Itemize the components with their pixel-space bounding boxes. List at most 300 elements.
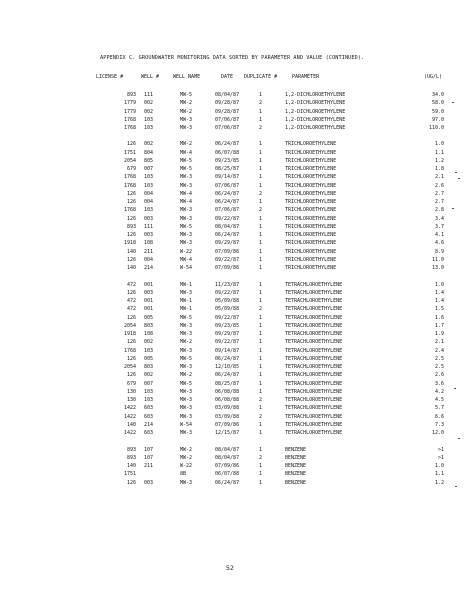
- parameter-group: [0, 447, 464, 488]
- cell-duplicate: 1: [259, 339, 263, 346]
- cell-date: 06/07/88: [215, 149, 240, 156]
- cell-well: 103: [144, 347, 154, 354]
- cell-well-name: MW-1: [180, 306, 193, 313]
- cell-well: 103: [144, 125, 154, 131]
- cell-well-name: MW-4: [180, 199, 193, 206]
- cell-duplicate: 1: [259, 471, 263, 478]
- cell-well: 003: [144, 479, 154, 486]
- table-row: [0, 405, 464, 413]
- cell-well-name: MW-5: [180, 157, 193, 164]
- cell-well: 103: [144, 388, 154, 395]
- cell-date: 08/04/87: [215, 223, 240, 230]
- cell-well-name: MW-3: [180, 215, 193, 222]
- cell-value: 2.7: [434, 199, 444, 206]
- cell-parameter: TETRACHLOROETHYLENE: [285, 380, 343, 387]
- cell-well-name: MW-2: [180, 446, 193, 453]
- cell-well-name: MW-3: [180, 232, 193, 239]
- cell-value: 1.2: [434, 479, 444, 486]
- table-row: [0, 389, 464, 397]
- cell-date: 07/09/86: [215, 248, 240, 255]
- cell-duplicate: 1: [259, 463, 263, 470]
- table-row: [0, 216, 464, 224]
- cell-well-name: W-22: [180, 463, 193, 470]
- cell-license: 893: [126, 446, 136, 453]
- cell-date: 09/14/87: [215, 347, 240, 354]
- cell-parameter: TETRACHLOROETHYLENE: [285, 347, 343, 354]
- cell-well: 803: [144, 364, 154, 371]
- cell-date: 06/07/88: [215, 471, 240, 478]
- cell-value: 1.0: [434, 281, 444, 288]
- cell-value: 7.3: [434, 421, 444, 428]
- cell-value: 12.0: [431, 430, 444, 437]
- table-row: [0, 364, 464, 372]
- cell-well-name: MW-3: [180, 289, 193, 296]
- cell-well: 004: [144, 256, 154, 263]
- cell-license: 126: [126, 339, 136, 346]
- cell-duplicate: 1: [259, 372, 263, 379]
- cell-license: 126: [126, 479, 136, 486]
- table-row: [0, 331, 464, 339]
- cell-license: 1768: [123, 182, 136, 189]
- cell-value: 8.9: [434, 248, 444, 255]
- cell-well-name: 8B: [180, 471, 187, 478]
- parameter-group: [0, 282, 464, 439]
- cell-well: 002: [144, 141, 154, 148]
- cell-duplicate: 2: [259, 190, 263, 197]
- cell-well: 603: [144, 413, 154, 420]
- cell-well: 103: [144, 207, 154, 214]
- scan-speck: [458, 178, 460, 179]
- cell-parameter: TRICHLOROETHYLENE: [285, 166, 337, 173]
- cell-license: 1751: [123, 471, 136, 478]
- cell-license: 1768: [123, 174, 136, 181]
- cell-parameter: TRICHLOROETHYLENE: [285, 223, 337, 230]
- table-row: [0, 348, 464, 356]
- cell-duplicate: 1: [259, 322, 263, 329]
- cell-well-name: MW-5: [180, 166, 193, 173]
- cell-value: 1.0: [434, 141, 444, 148]
- cell-parameter: TETRACHLOROETHYLENE: [285, 421, 343, 428]
- cell-duplicate: 2: [259, 100, 263, 107]
- cell-duplicate: 1: [259, 92, 263, 98]
- table-row: [0, 92, 464, 100]
- cell-value: 1.1: [434, 471, 444, 478]
- cell-well: 007: [144, 380, 154, 387]
- cell-license: 1918: [123, 331, 136, 338]
- page-number: 52: [226, 564, 234, 572]
- cell-date: 06/24/87: [215, 190, 240, 197]
- cell-date: 09/14/87: [215, 174, 240, 181]
- cell-license: 140: [126, 463, 136, 470]
- cell-parameter: TRICHLOROETHYLENE: [285, 141, 337, 148]
- cell-well: 108: [144, 240, 154, 247]
- cell-license: 1768: [123, 207, 136, 214]
- cell-well: 103: [144, 116, 154, 123]
- cell-duplicate: 1: [259, 405, 263, 412]
- cell-well-name: MW-5: [180, 355, 193, 362]
- cell-parameter: TETRACHLOROETHYLENE: [285, 430, 343, 437]
- cell-date: 06/08/88: [215, 388, 240, 395]
- cell-well: 803: [144, 322, 154, 329]
- cell-license: 126: [126, 141, 136, 148]
- cell-value: 2.1: [434, 339, 444, 346]
- cell-parameter: TETRACHLOROETHYLENE: [285, 388, 343, 395]
- cell-parameter: TETRACHLOROETHYLENE: [285, 372, 343, 379]
- cell-duplicate: 1: [259, 281, 263, 288]
- cell-value: 2.5: [434, 355, 444, 362]
- table-row: [0, 240, 464, 248]
- cell-well: 805: [144, 157, 154, 164]
- cell-value: 2.7: [434, 190, 444, 197]
- table-row: [0, 447, 464, 455]
- cell-duplicate: 1: [259, 248, 263, 255]
- cell-well: 107: [144, 446, 154, 453]
- cell-well-name: MW-2: [180, 454, 193, 461]
- cell-license: 126: [126, 199, 136, 206]
- cell-license: 1422: [123, 430, 136, 437]
- cell-well-name: MW-5: [180, 314, 193, 321]
- cell-license: 126: [126, 289, 136, 296]
- cell-parameter: TETRACHLOROETHYLENE: [285, 413, 343, 420]
- table-row: [0, 430, 464, 438]
- cell-duplicate: 1: [259, 174, 263, 181]
- cell-well: 603: [144, 405, 154, 412]
- cell-value: 1.5: [434, 306, 444, 313]
- cell-well: 007: [144, 166, 154, 173]
- cell-well: 111: [144, 223, 154, 230]
- cell-license: 893: [126, 454, 136, 461]
- cell-well-name: MW-2: [180, 372, 193, 379]
- cell-license: 2054: [123, 364, 136, 371]
- cell-license: 1422: [123, 413, 136, 420]
- cell-parameter: TRICHLOROETHYLENE: [285, 190, 337, 197]
- cell-value: 1.8: [434, 166, 444, 173]
- cell-date: 08/25/87: [215, 166, 240, 173]
- cell-well-name: MW-4: [180, 256, 193, 263]
- cell-parameter: 1,2-DICHLOROETHYLENE: [285, 92, 346, 98]
- cell-date: 07/09/86: [215, 463, 240, 470]
- cell-parameter: TETRACHLOROETHYLENE: [285, 339, 343, 346]
- table-row: [0, 249, 464, 257]
- cell-parameter: TRICHLOROETHYLENE: [285, 232, 337, 239]
- cell-parameter: BENZENE: [285, 446, 307, 453]
- header-well-name: WELL NAME: [173, 74, 201, 80]
- cell-well-name: MW-3: [180, 331, 193, 338]
- cell-well-name: MW-3: [180, 182, 193, 189]
- cell-duplicate: 1: [259, 380, 263, 387]
- cell-parameter: TETRACHLOROETHYLENE: [285, 331, 343, 338]
- cell-duplicate: 1: [259, 141, 263, 148]
- table-row: [0, 339, 464, 347]
- table-row: [0, 455, 464, 463]
- cell-parameter: TRICHLOROETHYLENE: [285, 248, 337, 255]
- cell-duplicate: 1: [259, 430, 263, 437]
- cell-well: 002: [144, 372, 154, 379]
- cell-duplicate: 1: [259, 421, 263, 428]
- cell-well-name: MW-3: [180, 174, 193, 181]
- cell-value: 58.0: [431, 100, 444, 107]
- scan-speck: [452, 102, 454, 103]
- cell-parameter: 1,2-DICHLOROETHYLENE: [285, 125, 346, 131]
- table-row: [0, 463, 464, 471]
- cell-duplicate: 1: [259, 116, 263, 123]
- cell-date: 09/28/87: [215, 108, 240, 115]
- table-row: [0, 298, 464, 306]
- cell-well: 004: [144, 199, 154, 206]
- cell-license: 1768: [123, 347, 136, 354]
- cell-date: 06/24/87: [215, 355, 240, 362]
- cell-value: 1.4: [434, 289, 444, 296]
- cell-date: 09/29/87: [215, 331, 240, 338]
- cell-parameter: BENZENE: [285, 479, 307, 486]
- cell-well-name: W-22: [180, 248, 193, 255]
- cell-duplicate: 1: [259, 108, 263, 115]
- cell-duplicate: 2: [259, 413, 263, 420]
- cell-date: 09/23/85: [215, 322, 240, 329]
- cell-value: 1.4: [434, 298, 444, 305]
- cell-duplicate: 1: [259, 166, 263, 173]
- cell-well-name: MW-2: [180, 339, 193, 346]
- cell-value: 4.6: [434, 240, 444, 247]
- table-row: [0, 150, 464, 158]
- table-row: [0, 191, 464, 199]
- cell-well-name: MW-3: [180, 364, 193, 371]
- cell-date: 06/24/87: [215, 199, 240, 206]
- cell-parameter: TRICHLOROETHYLENE: [285, 256, 337, 263]
- cell-value: 4.2: [434, 388, 444, 395]
- cell-license: 1768: [123, 116, 136, 123]
- cell-well: 108: [144, 331, 154, 338]
- cell-date: 05/09/88: [215, 298, 240, 305]
- cell-parameter: TETRACHLOROETHYLENE: [285, 281, 343, 288]
- cell-parameter: TETRACHLOROETHYLENE: [285, 322, 343, 329]
- cell-value: 1.7: [434, 322, 444, 329]
- cell-parameter: BENZENE: [285, 454, 307, 461]
- cell-duplicate: 1: [259, 223, 263, 230]
- monitoring-data-table: [0, 92, 464, 496]
- cell-parameter: 1,2-DICHLOROETHYLENE: [285, 116, 346, 123]
- cell-well: 211: [144, 463, 154, 470]
- cell-parameter: TETRACHLOROETHYLENE: [285, 355, 343, 362]
- cell-well-name: MW-3: [180, 322, 193, 329]
- cell-well: 103: [144, 182, 154, 189]
- cell-date: 06/24/87: [215, 479, 240, 486]
- header-units: (UG/L): [424, 74, 443, 80]
- cell-duplicate: 1: [259, 240, 263, 247]
- cell-date: 07/06/87: [215, 116, 240, 123]
- cell-duplicate: 1: [259, 182, 263, 189]
- table-row: [0, 257, 464, 265]
- table-row: [0, 183, 464, 191]
- cell-well: 111: [144, 92, 154, 98]
- cell-value: 1.1: [434, 149, 444, 156]
- cell-value: 1.6: [434, 314, 444, 321]
- cell-date: 05/09/88: [215, 306, 240, 313]
- table-row: [0, 471, 464, 479]
- cell-duplicate: 1: [259, 364, 263, 371]
- cell-license: 1768: [123, 125, 136, 131]
- cell-license: 472: [126, 281, 136, 288]
- cell-license: 1918: [123, 240, 136, 247]
- cell-parameter: TETRACHLOROETHYLENE: [285, 405, 343, 412]
- cell-parameter: TETRACHLOROETHYLENE: [285, 306, 343, 313]
- cell-duplicate: 1: [259, 215, 263, 222]
- cell-value: 4.5: [434, 397, 444, 404]
- cell-date: 07/09/86: [215, 265, 240, 272]
- cell-value: 3.6: [434, 380, 444, 387]
- cell-well-name: MW-3: [180, 240, 193, 247]
- table-row: [0, 199, 464, 207]
- cell-value: >1: [437, 446, 444, 453]
- cell-license: 679: [126, 166, 136, 173]
- cell-license: 126: [126, 256, 136, 263]
- cell-date: 06/08/88: [215, 397, 240, 404]
- cell-parameter: TRICHLOROETHYLENE: [285, 182, 337, 189]
- cell-well-name: MW-2: [180, 141, 193, 148]
- cell-well: 214: [144, 421, 154, 428]
- header-date: DATE: [221, 74, 234, 80]
- cell-well-name: MW-3: [180, 413, 193, 420]
- cell-duplicate: 1: [259, 199, 263, 206]
- scan-speck: [454, 388, 456, 389]
- table-row: [0, 158, 464, 166]
- cell-well-name: MW-4: [180, 190, 193, 197]
- cell-parameter: BENZENE: [285, 471, 307, 478]
- table-row: [0, 232, 464, 240]
- cell-well-name: W-54: [180, 421, 193, 428]
- cell-date: 08/25/87: [215, 380, 240, 387]
- table-row: [0, 282, 464, 290]
- cell-date: 07/06/87: [215, 207, 240, 214]
- cell-well-name: MW-5: [180, 223, 193, 230]
- cell-duplicate: 1: [259, 347, 263, 354]
- cell-license: 130: [126, 388, 136, 395]
- cell-parameter: 1,2-DICHLOROETHYLENE: [285, 108, 346, 115]
- table-row: [0, 306, 464, 314]
- cell-license: 893: [126, 223, 136, 230]
- cell-well: 002: [144, 100, 154, 107]
- cell-date: 12/10/85: [215, 364, 240, 371]
- cell-date: 08/04/87: [215, 446, 240, 453]
- cell-date: 06/24/87: [215, 232, 240, 239]
- cell-well: 005: [144, 355, 154, 362]
- scan-speck: [458, 438, 460, 439]
- cell-license: 126: [126, 190, 136, 197]
- cell-duplicate: 1: [259, 232, 263, 239]
- cell-well-name: W-54: [180, 265, 193, 272]
- cell-license: 140: [126, 421, 136, 428]
- header-license: LICENSE #: [96, 74, 124, 80]
- scan-speck: [455, 172, 457, 173]
- cell-value: 3.4: [434, 215, 444, 222]
- cell-well-name: MW-3: [180, 479, 193, 486]
- cell-well-name: MW-3: [180, 207, 193, 214]
- cell-duplicate: 1: [259, 256, 263, 263]
- table-row: [0, 265, 464, 273]
- cell-license: 126: [126, 232, 136, 239]
- cell-date: 06/24/87: [215, 141, 240, 148]
- cell-duplicate: 2: [259, 454, 263, 461]
- cell-value: 1.2: [434, 157, 444, 164]
- table-row: [0, 397, 464, 405]
- cell-parameter: TRICHLOROETHYLENE: [285, 149, 337, 156]
- cell-well: 103: [144, 174, 154, 181]
- cell-date: 09/28/87: [215, 100, 240, 107]
- cell-license: 679: [126, 380, 136, 387]
- cell-date: 09/29/87: [215, 240, 240, 247]
- cell-duplicate: 2: [259, 125, 263, 131]
- table-row: [0, 323, 464, 331]
- cell-date: 12/15/87: [215, 430, 240, 437]
- cell-date: 11/23/87: [215, 281, 240, 288]
- cell-value: 2.4: [434, 347, 444, 354]
- cell-value: 2.5: [434, 364, 444, 371]
- cell-license: 140: [126, 248, 136, 255]
- scan-speck: [452, 208, 454, 209]
- cell-parameter: TRICHLOROETHYLENE: [285, 215, 337, 222]
- cell-parameter: BENZENE: [285, 463, 307, 470]
- cell-license: 126: [126, 215, 136, 222]
- cell-duplicate: 2: [259, 397, 263, 404]
- cell-license: 893: [126, 92, 136, 98]
- cell-well-name: MW-5: [180, 92, 193, 98]
- cell-date: 07/06/87: [215, 182, 240, 189]
- cell-date: 09/22/87: [215, 339, 240, 346]
- cell-duplicate: 2: [259, 306, 263, 313]
- table-row: [0, 207, 464, 215]
- table-row: [0, 414, 464, 422]
- cell-duplicate: 1: [259, 314, 263, 321]
- cell-parameter: TRICHLOROETHYLENE: [285, 207, 337, 214]
- cell-license: 126: [126, 372, 136, 379]
- cell-parameter: TRICHLOROETHYLENE: [285, 265, 337, 272]
- cell-value: 1.0: [434, 463, 444, 470]
- cell-well: 001: [144, 306, 154, 313]
- cell-date: 09/23/85: [215, 157, 240, 164]
- cell-duplicate: 1: [259, 149, 263, 156]
- cell-well: 005: [144, 314, 154, 321]
- cell-date: 08/04/87: [215, 454, 240, 461]
- cell-date: 06/24/87: [215, 372, 240, 379]
- cell-license: 1751: [123, 149, 136, 156]
- cell-well-name: MW-1: [180, 281, 193, 288]
- table-row: [0, 109, 464, 117]
- cell-parameter: TETRACHLOROETHYLENE: [285, 397, 343, 404]
- cell-parameter: TETRACHLOROETHYLENE: [285, 289, 343, 296]
- cell-well-name: MW-4: [180, 149, 193, 156]
- cell-parameter: TETRACHLOROETHYLENE: [285, 298, 343, 305]
- cell-license: 2054: [123, 322, 136, 329]
- table-row: [0, 166, 464, 174]
- cell-license: 126: [126, 314, 136, 321]
- cell-value: 59.0: [431, 108, 444, 115]
- cell-well: 003: [144, 232, 154, 239]
- cell-date: 09/22/87: [215, 314, 240, 321]
- cell-parameter: TETRACHLOROETHYLENE: [285, 364, 343, 371]
- cell-well: 003: [144, 215, 154, 222]
- cell-value: 2.6: [434, 182, 444, 189]
- cell-duplicate: 2: [259, 207, 263, 214]
- cell-well-name: MW-3: [180, 388, 193, 395]
- table-row: [0, 356, 464, 364]
- cell-duplicate: 1: [259, 157, 263, 164]
- cell-duplicate: 1: [259, 289, 263, 296]
- cell-well-name: MW-1: [180, 298, 193, 305]
- cell-date: 07/06/87: [215, 125, 240, 131]
- cell-license: 1422: [123, 405, 136, 412]
- table-row: [0, 141, 464, 149]
- cell-duplicate: 1: [259, 298, 263, 305]
